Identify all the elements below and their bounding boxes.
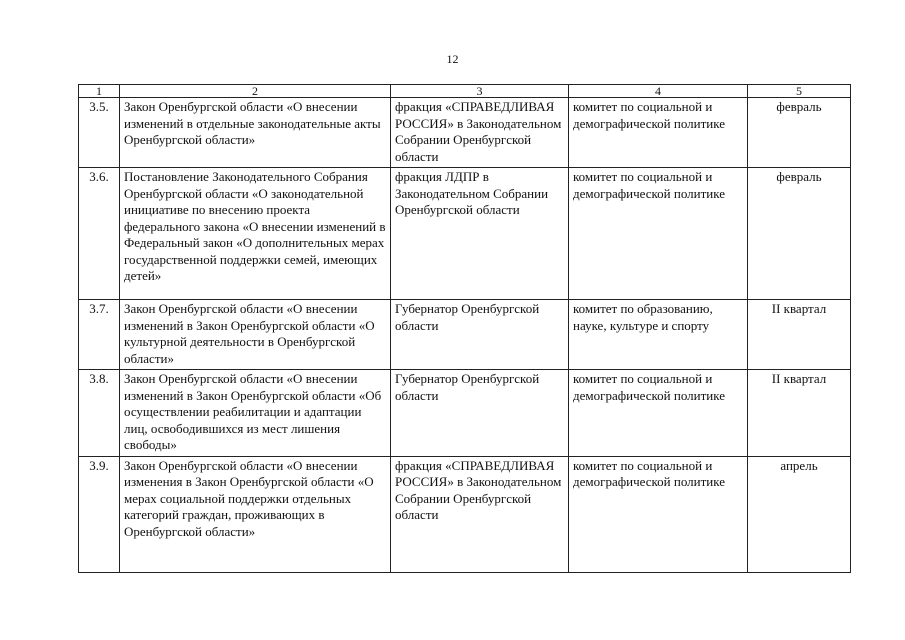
item-number: 3.7. <box>79 300 120 370</box>
column-header-5: 5 <box>748 85 851 98</box>
table-row <box>79 168 851 300</box>
item-initiator: фракция «СПРАВЕДЛИВАЯ РОССИЯ» в Законодательном Собрании Оренбургской области <box>391 98 569 168</box>
item-title: Закон Оренбургской области «О внесении изменений в Закон Оренбургской области «Об осуществлении реабилитации и адаптации лиц, освободившихся из мест лишения свободы» <box>120 370 391 457</box>
item-term: II квартал <box>748 370 851 457</box>
table-row <box>79 370 851 457</box>
item-initiator: Губернатор Оренбургской области <box>391 370 569 457</box>
item-number: 3.9. <box>79 456 120 572</box>
item-initiator: фракция ЛДПР в Законодательном Собрании Оренбургской области <box>391 168 569 300</box>
item-initiator: фракция «СПРАВЕДЛИВАЯ РОССИЯ» в Законодательном Собрании Оренбургской области <box>391 456 569 572</box>
item-number: 3.6. <box>79 168 120 300</box>
column-header-2: 2 <box>120 85 391 98</box>
column-number-row <box>79 85 851 98</box>
item-number: 3.8. <box>79 370 120 457</box>
table-row <box>79 98 851 168</box>
page-number: 12 <box>446 52 459 66</box>
column-header-4: 4 <box>569 85 748 98</box>
column-header-3: 3 <box>391 85 569 98</box>
column-header-1: 1 <box>79 85 120 98</box>
item-title: Закон Оренбургской области «О внесении изменений в отдельные законодательные акты Оренбургской области» <box>120 98 391 168</box>
item-committee: комитет по социальной и демографической политике <box>569 168 748 300</box>
item-term: II квартал <box>748 300 851 370</box>
table-row <box>79 456 851 572</box>
item-term: апрель <box>748 456 851 572</box>
item-term: февраль <box>748 98 851 168</box>
item-committee: комитет по социальной и демографической политике <box>569 370 748 457</box>
item-initiator: Губернатор Оренбургской области <box>391 300 569 370</box>
item-title: Постановление Законодательного Собрания Оренбургской области «О законодательной инициативе по внесению проекта федерального закона «О внесении изменений в Федеральный закон «О дополнительных мерах государственной поддержки семей, имеющих детей» <box>120 168 391 300</box>
item-title: Закон Оренбургской области «О внесении изменений в Закон Оренбургской области «О культурной деятельности в Оренбургской области» <box>120 300 391 370</box>
item-committee: комитет по социальной и демографической политике <box>569 98 748 168</box>
table-row <box>79 300 851 370</box>
legislative-plan-table <box>78 84 851 573</box>
item-number: 3.5. <box>79 98 120 168</box>
item-committee: комитет по социальной и демографической политике <box>569 456 748 572</box>
item-title: Закон Оренбургской области «О внесении изменения в Закон Оренбургской области «О мерах социальной поддержки отдельных категорий граждан, проживающих в Оренбургской области» <box>120 456 391 572</box>
item-term: февраль <box>748 168 851 300</box>
item-committee: комитет по образованию, науке, культуре и спорту <box>569 300 748 370</box>
